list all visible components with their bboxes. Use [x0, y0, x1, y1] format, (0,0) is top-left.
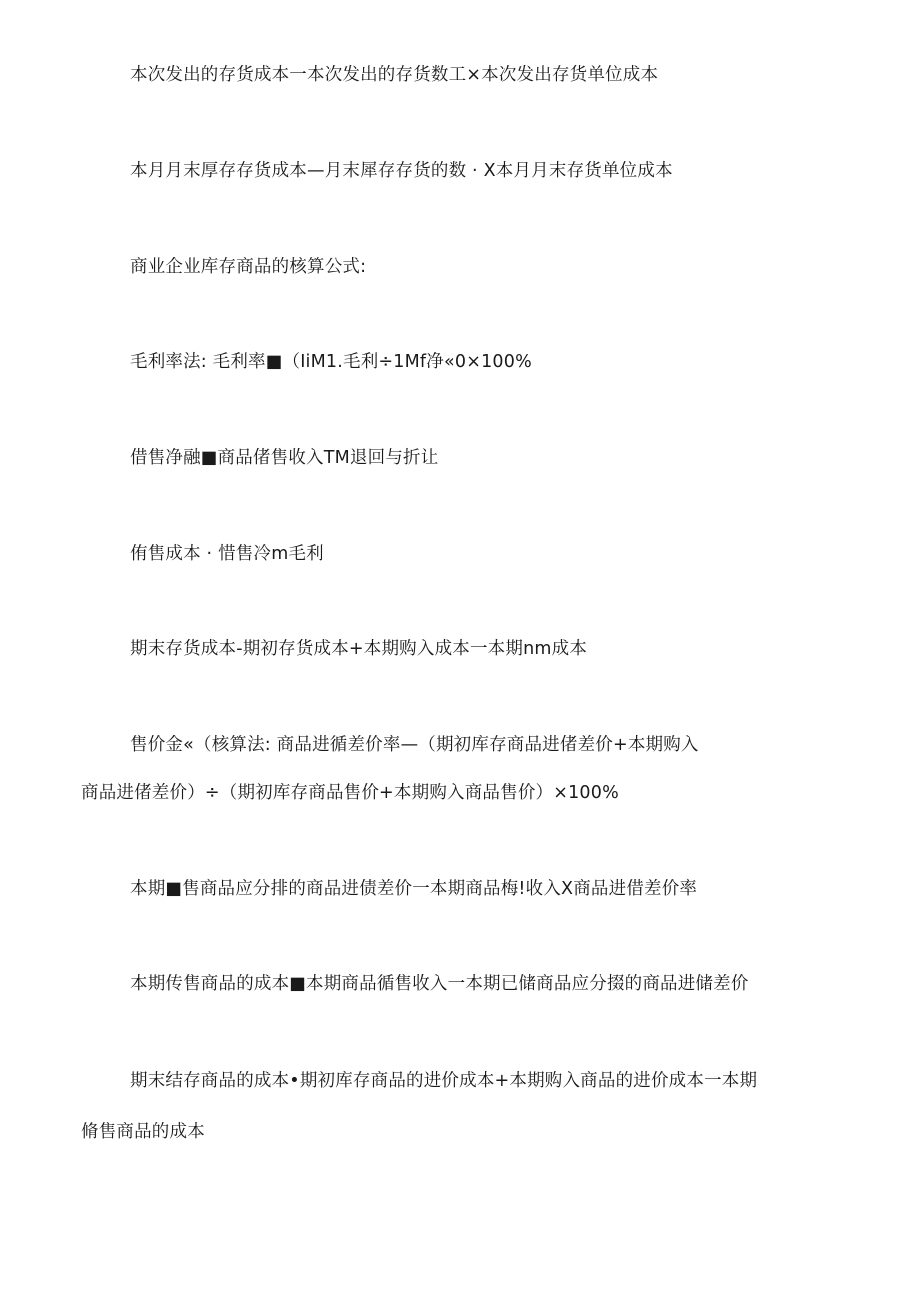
formula-gross-margin-method: 毛利率法: 毛利率■（IiM1.毛利÷1Mf净«0×100% — [130, 352, 532, 372]
formula-ending-goods-cost-line-2: 脩售商品的成本 — [81, 1122, 205, 1142]
formula-cost-of-goods-sold: 本期传售商品的成本■本期商品循售收入一本期已储商品应分掇的商品进储差价 — [130, 974, 749, 994]
formula-issued-inventory-cost: 本次发出的存货成本一本次发出的存货数工×本次发出存货单位成本 — [130, 65, 659, 85]
formula-month-end-inventory-cost: 本月月末厚存存货成本—月末犀存存货的数 · X本月月末存货单位成本 — [130, 161, 673, 181]
formula-cost-of-sales: 侑售成本 · 惜售冷m毛利 — [130, 544, 324, 564]
formula-ending-goods-cost-line-1: 期末结存商品的成本•期初库存商品的进价成本+本期购入商品的进价成本一本期 — [130, 1071, 758, 1091]
formula-net-sales: 借售净融■商品偖售收入TM退回与折让 — [130, 448, 439, 468]
section-heading-retail-inventory: 商业企业库存商品的核算公式: — [130, 257, 367, 277]
formula-allocated-markup: 本期■售商品应分排的商品进债差价一本期商品梅!收入X商品进借差价率 — [130, 879, 698, 899]
formula-retail-method-line-2: 商品进偖差价）÷（期初库存商品售价+本期购入商品售价）×100% — [81, 783, 619, 803]
formula-ending-inventory-cost: 期末存货成本-期初存货成本+本期购入成本一本期nm成本 — [130, 639, 588, 659]
formula-retail-method-line-1: 售价金«（核算法: 商品进循差价率—（期初库存商品进偖差价+本期购入 — [130, 735, 699, 755]
